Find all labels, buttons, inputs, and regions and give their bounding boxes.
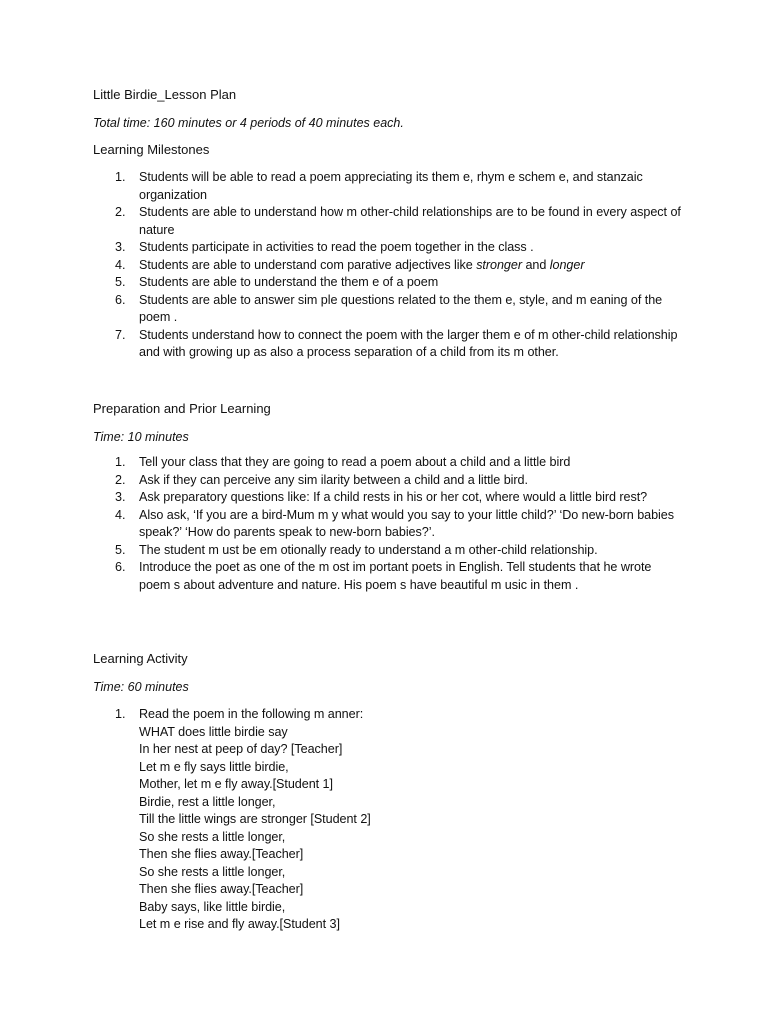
list-item: 4. Students are able to understand com parative adjectives like stronger and longer xyxy=(115,257,585,272)
list-item: 5. Students are able to understand the them e of a poem xyxy=(115,275,439,289)
list-item: 2. Students are able to understand how m other-child relationships are to be found in every aspect of nature xyxy=(115,205,681,237)
activity-time: Time: 60 minutes xyxy=(93,680,189,694)
preparation-heading: Preparation and Prior Learning xyxy=(93,401,271,416)
preparation-list xyxy=(93,454,683,594)
poem-line: Baby says, like little birdie, xyxy=(139,899,286,914)
list-item: 6. Students are able to answer sim ple questions related to the them e, style, and m eaning of the poem . xyxy=(115,292,663,324)
milestones-list xyxy=(93,169,683,362)
poem-line: Let m e rise and fly away.[Student 3] xyxy=(139,917,340,931)
list-item: 3. Ask preparatory questions like: If a child rests in his or her cot, where would a little bird rest? xyxy=(115,490,648,504)
poem-line: Till the little wings are stronger [Student 2] xyxy=(139,812,371,826)
list-item: 1. Read the poem in the following m anner: WHAT does little birdie say In her nest at peep of day? [Teacher] Let m e fly says little birdie, Mother, let m e fly away.[Student 1] Birdie, rest a little longer, Till the little wings are stronger [Student 2] So she rests a little longer, Then she flies away.[Teacher] So she rests a little longer, Then she flies away.[Teacher] Baby says, like little birdie, Let m e rise and fly away.[Student 3] xyxy=(93,706,683,934)
poem-line: Then she flies away.[Teacher] xyxy=(139,882,304,896)
activity-list xyxy=(93,706,683,934)
preparation-time: Time: 10 minutes xyxy=(93,430,189,444)
poem-line: Mother, let m e fly away.[Student 1] xyxy=(139,777,333,791)
list-item: 6. Introduce the poet as one of the m ost im portant poets in English. Tell students that he wrote poem s about adventure and nature. His poem s have beautiful m usic in them . xyxy=(115,560,652,592)
poem-line: Read the poem in the following m anner: xyxy=(139,707,364,721)
poem-line: Birdie, rest a little longer, xyxy=(139,794,276,809)
list-item: 4. Also ask, ‘If you are a bird-Mum m y what would you say to your little child?’ ‘Do new-born babies speak?’ ‘How do parents speak to new-born babies?’. xyxy=(115,507,675,539)
poem-line: Let m e fly says little birdie, xyxy=(139,759,289,774)
document-title: Little Birdie_Lesson Plan xyxy=(93,87,237,102)
poem-line: So she rests a little longer, xyxy=(139,829,286,844)
list-item: 1. Tell your class that they are going to read a poem about a child and a little bird xyxy=(115,455,571,469)
list-item: 3. Students participate in activities to read the poem together in the class . xyxy=(115,240,534,254)
poem-line: Then she flies away.[Teacher] xyxy=(139,847,304,861)
list-item: 7. Students understand how to connect the poem with the larger them e of m other-child relationship and with growing up as also a process separation of a child from its m other. xyxy=(115,327,678,359)
total-time: Total time: 160 minutes or 4 periods of 40 minutes each. xyxy=(93,116,404,130)
poem-line: In her nest at peep of day? [Teacher] xyxy=(139,742,343,756)
poem-line: WHAT does little birdie say xyxy=(139,724,288,739)
list-item: 5. The student m ust be em otionally ready to understand a m other-child relationship. xyxy=(115,542,598,557)
list-item: 2. Ask if they can perceive any sim ilarity between a child and a little bird. xyxy=(115,472,528,487)
list-item: 1. Students will be able to read a poem appreciating its them e, rhym e schem e, and stanzaic organization xyxy=(115,170,643,202)
activity-heading: Learning Activity xyxy=(93,651,188,666)
milestones-heading: Learning Milestones xyxy=(93,142,210,157)
poem-line: So she rests a little longer, xyxy=(139,864,286,879)
